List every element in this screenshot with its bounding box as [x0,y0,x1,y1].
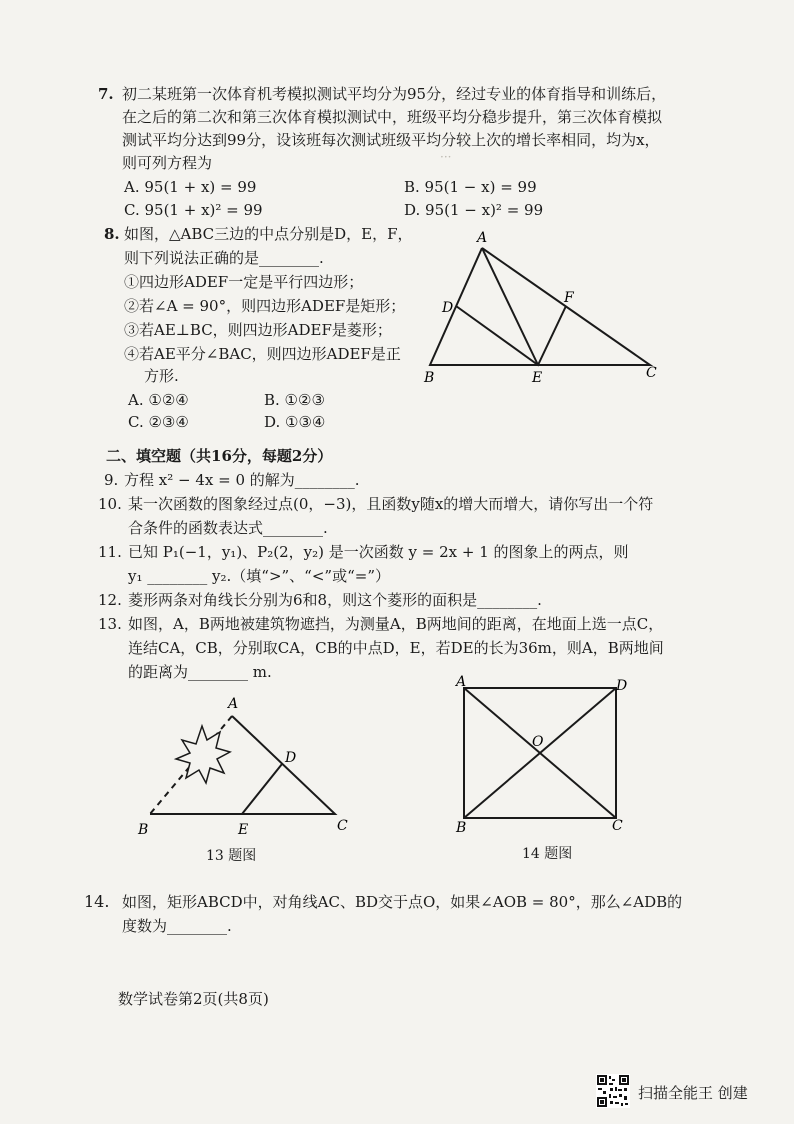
question-8-line-2: 则下列说法正确的是________. [124,249,324,267]
label-o: O [532,734,544,750]
question-8-statement-1: ①四边形ADEF一定是平行四边形； [124,273,364,291]
building-obstacle-icon [176,726,230,783]
question-14-number: 14. [84,892,110,911]
question-10-line-2: 合条件的函数表达式________. [128,519,328,537]
segment-de [242,764,282,814]
scanner-label: 扫描全能王 创建 [638,1084,748,1102]
question-7-line-4: 则可列方程为 [122,154,213,172]
question-11-line-1: 已知 P₁(−1，y₁)、P₂(2，y₂) 是一次函数 y = 2x + 1 的图象上的两点，则 [128,543,629,561]
question-14-line-2: 度数为________. [122,917,232,935]
figure-14-caption: 14 题图 [522,846,573,862]
question-8-statement-3: ③若AE⊥BC，则四边形ADEF是菱形； [124,321,392,339]
question-11-line-2: y₁ ________ y₂.（填“>”、“<”或“=”） [128,567,390,585]
question-13-line-3: 的距离为________ m. [128,663,272,681]
segment-ae [482,248,538,365]
question-14-figure [452,674,632,836]
question-13-line-1: 如图，A，B两地被建筑物遮挡，为测量A，B两地间的距离，在地面上选一点C， [128,615,664,633]
question-7-number: 7. [98,85,114,103]
label-a: A [456,674,467,690]
question-12-text: 菱形两条对角线长分别为6和8，则这个菱形的面积是________. [128,591,542,609]
question-13-number: 13. [98,615,122,633]
question-10-number: 10. [98,495,122,513]
segments-bc-ca [150,716,335,814]
question-13-figure [130,692,360,842]
question-7-line-3: 测试平均分达到99分，设该班每次测试班级平均分较上次的增长率相同，均为x， [122,131,660,149]
question-7-option-b: B. 95(1 − x) = 99 [404,178,537,196]
label-a: A [228,696,239,712]
question-9-text: 方程 x² − 4x = 0 的解为________. [124,471,360,489]
question-8-option-b: B. ①②③ [264,391,325,409]
label-e: E [238,822,249,838]
label-a: A [477,230,488,246]
question-9-number: 9. [104,471,119,489]
label-d: D [616,678,628,694]
label-b: B [456,820,467,836]
question-7-option-d: D. 95(1 − x)² = 99 [404,201,544,219]
scanner-watermark [596,1074,776,1110]
question-11-number: 11. [98,543,122,561]
question-8-option-c: C. ②③④ [128,413,189,431]
figure-13-caption: 13 题图 [206,848,257,864]
question-8-figure [420,222,660,384]
question-8-line-1: 如图，△ABC三边的中点分别是D，E，F， [124,225,413,243]
segment-de-ef [456,306,566,365]
question-10-line-1: 某一次函数的图象经过点(0，−3)，且函数y随x的增大而增大，请你写出一个符 [128,495,654,513]
label-d: D [442,300,454,316]
label-e: E [532,370,543,384]
question-8-statement-4: ④若AE平分∠BAC，则四边形ADEF是正 [124,345,401,363]
label-d: D [285,750,297,766]
label-b: B [424,370,435,384]
bleed-through-text: ··· [440,150,452,164]
question-14-line-1: 如图，矩形ABCD中，对角线AC、BD交于点O，如果∠AOB = 80°，那么∠ADB的 [122,893,683,911]
question-8-number: 8. [104,225,120,243]
page-footer: 数学试卷第2页(共8页) [118,990,269,1008]
question-7-line-1: 初二某班第一次体育机考模拟测试平均分为95分，经过专业的体育指导和训练后， [122,85,667,103]
question-7-option-c: C. 95(1 + x)² = 99 [124,201,263,219]
question-8-statement-2: ②若∠A = 90°，则四边形ADEF是矩形； [124,297,406,315]
triangle-abc [430,248,650,365]
label-c: C [337,818,348,834]
question-8-option-a: A. ①②④ [128,391,189,409]
question-13-line-2: 连结CA，CB，分别取CA，CB的中点D，E，若DE的长为36m，则A，B两地间 [128,639,664,657]
question-7-option-a: A. 95(1 + x) = 99 [124,178,257,196]
question-8-statement-4-cont: 方形. [144,367,179,385]
question-7-line-2: 在之后的第二次和第三次体育模拟测试中，班级平均分稳步提升，第三次体育模拟 [122,108,663,126]
qr-code-icon [596,1074,630,1108]
label-b: B [138,822,149,838]
question-8-option-d: D. ①③④ [264,413,326,431]
question-12-number: 12. [98,591,122,609]
section-2-title: 二、填空题（共16分，每题2分） [106,447,333,465]
label-c: C [612,818,623,834]
label-c: C [646,365,657,381]
label-f: F [564,290,574,306]
